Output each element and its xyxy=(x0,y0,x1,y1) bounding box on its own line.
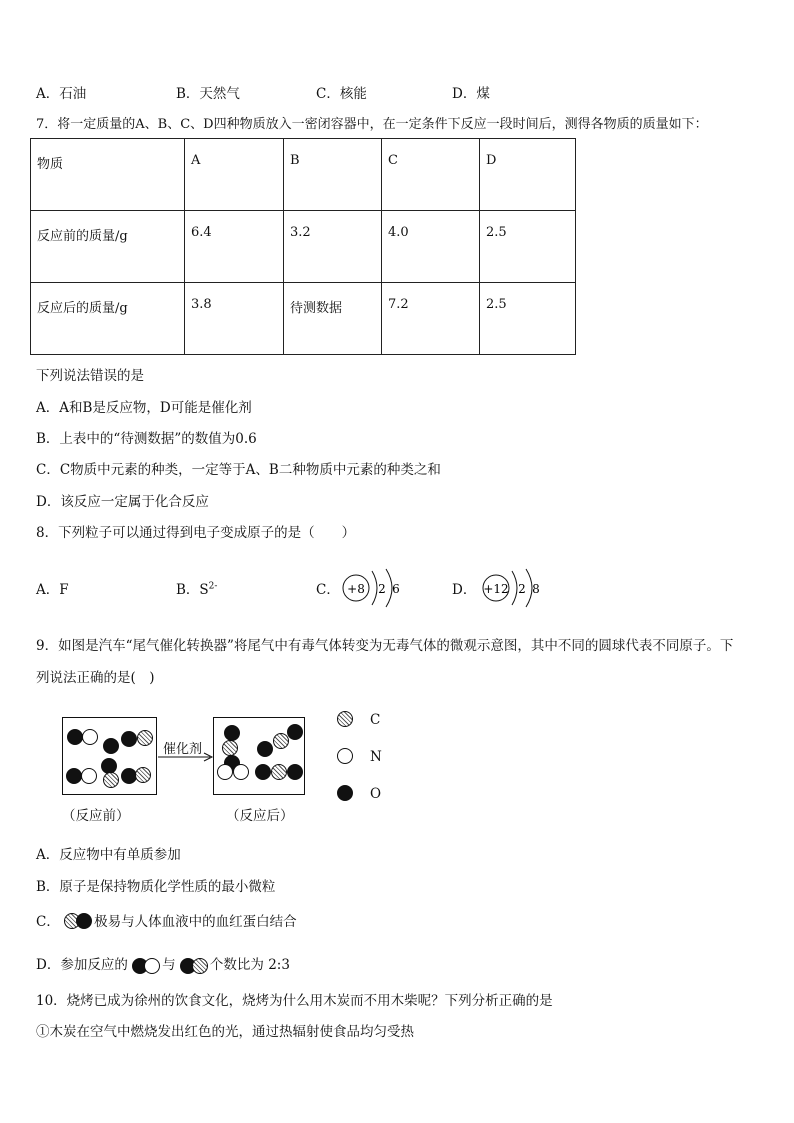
oxygen-legend-icon xyxy=(337,785,353,801)
carbon-atom xyxy=(271,764,287,780)
nitrogen-atom xyxy=(217,764,233,780)
table-cell: 反应后的质量/g xyxy=(31,283,185,355)
table-cell: 反应前的质量/g xyxy=(31,211,185,283)
oxygen-atom xyxy=(224,725,240,741)
q8-option-d-label: D． xyxy=(452,582,477,598)
carbon-atom xyxy=(222,740,238,756)
no-molecule-icon xyxy=(132,958,162,972)
table-row xyxy=(31,211,576,283)
table-cell: 待测数据 xyxy=(284,283,382,355)
oxygen-atom xyxy=(67,729,83,745)
q8-option-c-label: C． xyxy=(316,582,340,598)
q10-item-1: ①木炭在空气中燃烧发出红色的光，通过热辐射使食品均匀受热 xyxy=(36,1024,414,1040)
oxygen-structure-diagram xyxy=(338,563,408,613)
shell-electrons: 6 xyxy=(392,582,400,596)
nitrogen-atom xyxy=(82,729,98,745)
carbon-legend-icon xyxy=(337,711,353,727)
q9-stem-line1: 9．如图是汽车“尾气催化转换器”将尾气中有毒气体转变为无毒气体的微观示意图，其中不同的圆球代表不同原子。下 xyxy=(36,638,734,654)
table-cell: 3.2 xyxy=(284,211,382,283)
shell-electrons: 2 xyxy=(518,582,526,596)
q9-option-a: A．反应物中有单质参加 xyxy=(36,847,181,863)
table-header-row xyxy=(31,139,576,211)
legend-label-o: O xyxy=(370,786,382,802)
q8-option-b-label: B．S xyxy=(176,582,209,598)
table-cell: 物质 xyxy=(31,139,185,211)
q9-option-d-label: D．参加反应的 xyxy=(36,957,128,973)
q9-option-d-end: 个数比为 2:3 xyxy=(209,957,290,973)
q9-option-c xyxy=(36,910,297,930)
nitrogen-atom xyxy=(233,764,249,780)
q6-option-b: B．天然气 xyxy=(176,86,240,102)
oxygen-atom xyxy=(257,741,273,757)
shell-electrons: 2 xyxy=(378,582,386,596)
table-cell: 6.4 xyxy=(185,211,284,283)
nitrogen-atom xyxy=(81,768,97,784)
mass-table xyxy=(30,138,576,355)
carbon-atom xyxy=(103,772,119,788)
q9-option-b: B．原子是保持物质化学性质的最小微粒 xyxy=(36,879,276,895)
q9-option-d-mid: 与 xyxy=(162,957,176,973)
table-cell: 2.5 xyxy=(480,283,576,355)
magnesium-ion-structure-diagram xyxy=(478,563,548,613)
nitrogen-legend-icon xyxy=(337,748,353,764)
table-cell: D xyxy=(480,139,576,211)
table-cell: 4.0 xyxy=(382,211,480,283)
q9-option-c-label: C． xyxy=(36,914,60,930)
q6-option-c: C．核能 xyxy=(316,86,367,102)
shell-electrons: 8 xyxy=(532,582,540,596)
carbon-atom xyxy=(137,730,153,746)
before-caption: （反应前） xyxy=(62,808,130,824)
table-cell: 7.2 xyxy=(382,283,480,355)
q9-option-d xyxy=(36,953,290,973)
q7-option-b: B．上表中的“待测数据”的数值为0.6 xyxy=(36,431,257,447)
q7-prompt: 下列说法错误的是 xyxy=(36,368,144,384)
q10-stem: 10．烧烤已成为徐州的饮食文化，烧烤为什么用木炭而不用木柴呢？下列分析正确的是 xyxy=(36,993,553,1009)
carbon-atom xyxy=(135,767,151,783)
oxygen-atom xyxy=(121,731,137,747)
q9-stem-line2: 列说法正确的是( ) xyxy=(36,670,155,686)
catalyst-label: 催化剂 xyxy=(163,742,203,757)
oxygen-atom xyxy=(103,738,119,754)
legend-label-c: C xyxy=(370,712,381,728)
q7-option-c: C．C物质中元素的种类，一定等于A、B二种物质中元素的种类之和 xyxy=(36,462,441,478)
q8-option-a: A．F xyxy=(36,582,69,598)
carbon-atom xyxy=(192,958,208,974)
legend-label-n: N xyxy=(370,749,382,765)
nucleus-charge: +12 xyxy=(483,582,509,596)
nucleus-charge: +8 xyxy=(347,582,365,596)
nitrogen-atom xyxy=(144,958,160,974)
charge-superscript: 2- xyxy=(208,581,218,592)
table-cell: B xyxy=(284,139,382,211)
oxygen-atom xyxy=(287,764,303,780)
co-molecule-icon xyxy=(180,958,210,972)
table-cell: C xyxy=(382,139,480,211)
q6-option-d: D．煤 xyxy=(452,86,490,102)
oxygen-atom xyxy=(255,764,271,780)
oxygen-atom xyxy=(66,768,82,784)
q7-stem: 7．将一定质量的A、B、C、D四种物质放入一密闭容器中，在一定条件下反应一段时间后，测得各物质的质量如下： xyxy=(36,117,708,132)
table-cell: 2.5 xyxy=(480,211,576,283)
q7-option-a: A．A和B是反应物，D可能是催化剂 xyxy=(36,400,252,416)
carbon-atom xyxy=(273,733,289,749)
oxygen-atom xyxy=(287,724,303,740)
q8-stem: 8．下列粒子可以通过得到电子变成原子的是（ ） xyxy=(36,525,356,541)
table-cell: A xyxy=(185,139,284,211)
reaction-arrow-icon xyxy=(158,752,214,762)
q7-option-d: D．该反应一定属于化合反应 xyxy=(36,494,209,510)
table-cell: 3.8 xyxy=(185,283,284,355)
table-row xyxy=(31,283,576,355)
q6-option-a: A．石油 xyxy=(36,86,87,102)
q9-option-c-text: 极易与人体血液中的血红蛋白结合 xyxy=(94,914,297,930)
oxygen-atom xyxy=(76,913,92,929)
co-molecule-icon xyxy=(64,914,94,928)
after-caption: （反应后） xyxy=(226,808,294,824)
q8-option-b xyxy=(176,578,217,598)
